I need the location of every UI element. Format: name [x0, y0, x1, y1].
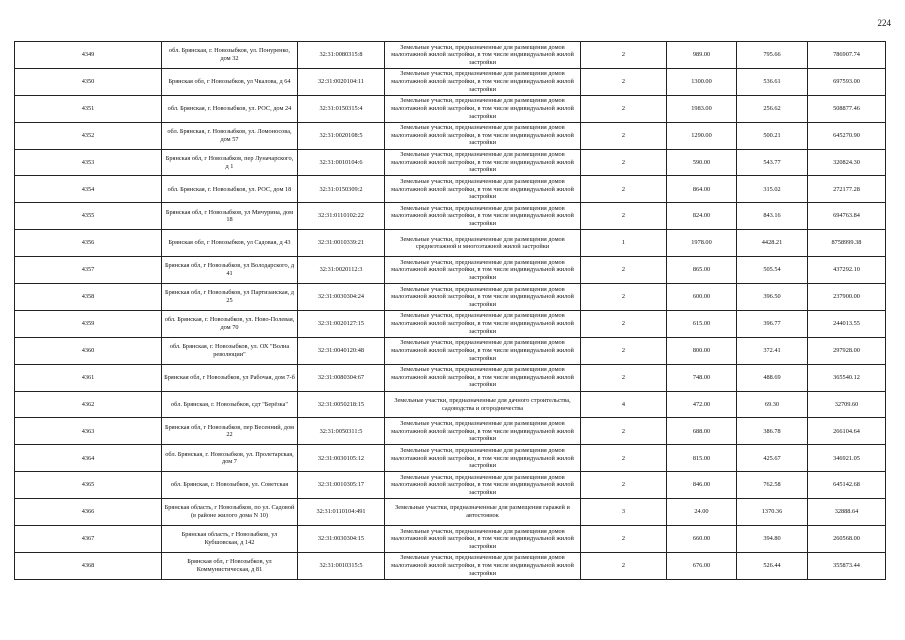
use-group: 2 [581, 176, 667, 203]
row-number: 4350 [15, 68, 162, 95]
row-number: 4352 [15, 122, 162, 149]
use-group: 2 [581, 526, 667, 553]
use-group: 1 [581, 230, 667, 257]
address: обл. Брянская, г. Новозыбков, сдт "Берёзка" [162, 391, 298, 418]
table-row [15, 526, 886, 553]
cadastral-value: 786907.74 [808, 42, 886, 69]
cadastral-number: 32:31:0030105:12 [298, 445, 385, 472]
table-row [15, 149, 886, 176]
row-number: 4349 [15, 42, 162, 69]
cadastral-number: 32:31:0020108:5 [298, 122, 385, 149]
specific-value: 386.78 [737, 418, 808, 445]
permitted-use: Земельные участки, предназначенные для размещения домов малоэтажной жилой застройки, в том числе индивидуальной жилой застройки [385, 418, 581, 445]
use-group: 2 [581, 68, 667, 95]
table-row [15, 552, 886, 579]
area: 24.00 [667, 499, 737, 526]
address: Брянская область, г Новозыбков, по ул. Садовой (в районе жилого дома N 10) [162, 499, 298, 526]
address: обл. Брянская, г. Новозыбков, ул. Понуренко, дом 32 [162, 42, 298, 69]
use-group: 2 [581, 445, 667, 472]
specific-value: 762.58 [737, 472, 808, 499]
table-row [15, 122, 886, 149]
row-number: 4356 [15, 230, 162, 257]
use-group: 2 [581, 284, 667, 311]
area: 600.00 [667, 284, 737, 311]
table-row [15, 42, 886, 69]
cadastral-value: 244013.55 [808, 310, 886, 337]
row-number: 4366 [15, 499, 162, 526]
row-number: 4363 [15, 418, 162, 445]
specific-value: 256.62 [737, 95, 808, 122]
cadastral-value: 32888.64 [808, 499, 886, 526]
area: 660.00 [667, 526, 737, 553]
specific-value: 394.80 [737, 526, 808, 553]
permitted-use: Земельные участки, предназначенные для размещения домов малоэтажной жилой застройки, в том числе индивидуальной жилой застройки [385, 552, 581, 579]
area: 989.00 [667, 42, 737, 69]
table-row [15, 284, 886, 311]
specific-value: 372.41 [737, 337, 808, 364]
row-number: 4351 [15, 95, 162, 122]
row-number: 4360 [15, 337, 162, 364]
permitted-use: Земельные участки, предназначенные для размещения домов малоэтажной жилой застройки, в том числе индивидуальной жилой застройки [385, 445, 581, 472]
area: 1290.00 [667, 122, 737, 149]
cadastral-number: 32:31:0010339:21 [298, 230, 385, 257]
cadastral-number: 32:31:0020127:15 [298, 310, 385, 337]
table-row [15, 203, 886, 230]
use-group: 4 [581, 391, 667, 418]
area: 1983.00 [667, 95, 737, 122]
cadastral-value: 697593.00 [808, 68, 886, 95]
permitted-use: Земельные участки, предназначенные для размещения домов малоэтажной жилой застройки, в том числе индивидуальной жилой застройки [385, 122, 581, 149]
area: 800.00 [667, 337, 737, 364]
area: 824.00 [667, 203, 737, 230]
area: 590.00 [667, 149, 737, 176]
cadastral-value: 237900.00 [808, 284, 886, 311]
area: 1978.00 [667, 230, 737, 257]
permitted-use: Земельные участки, предназначенные для размещения домов малоэтажной жилой застройки, в том числе индивидуальной жилой застройки [385, 257, 581, 284]
permitted-use: Земельные участки, предназначенные для размещения домов малоэтажной жилой застройки, в том числе индивидуальной жилой застройки [385, 310, 581, 337]
cadastral-number: 32:31:0150315:4 [298, 95, 385, 122]
table-row [15, 472, 886, 499]
cadastral-value: 266104.64 [808, 418, 886, 445]
specific-value: 1370.36 [737, 499, 808, 526]
permitted-use: Земельные участки, предназначенные для размещения гаражей и автостоянок [385, 499, 581, 526]
use-group: 2 [581, 418, 667, 445]
use-group: 2 [581, 149, 667, 176]
address: обл. Брянская, г. Новозыбков, ул. ОХ "Волна революции" [162, 337, 298, 364]
specific-value: 4428.21 [737, 230, 808, 257]
cadastral-number: 32:31:0080304:67 [298, 364, 385, 391]
table-row [15, 364, 886, 391]
cadastral-number: 32:31:0050218:15 [298, 391, 385, 418]
address: Брянская область, г Новозыбков, ул Кубшовская, д 142 [162, 526, 298, 553]
use-group: 3 [581, 499, 667, 526]
permitted-use: Земельные участки, предназначенные для размещения домов среднеэтажной и многоэтажной жилой застройки [385, 230, 581, 257]
table-row [15, 95, 886, 122]
area: 615.00 [667, 310, 737, 337]
address: Брянская обл, г Новозыбков, пер Луначарского, д 1 [162, 149, 298, 176]
specific-value: 843.16 [737, 203, 808, 230]
cadastral-value: 272177.28 [808, 176, 886, 203]
specific-value: 526.44 [737, 552, 808, 579]
cadastral-number: 32:31:0020112:3 [298, 257, 385, 284]
row-number: 4359 [15, 310, 162, 337]
permitted-use: Земельные участки, предназначенные для размещения домов малоэтажной жилой застройки, в том числе индивидуальной жилой застройки [385, 284, 581, 311]
cadastral-value: 320824.30 [808, 149, 886, 176]
specific-value: 543.77 [737, 149, 808, 176]
cadastral-value: 32709.60 [808, 391, 886, 418]
cadastral-number: 32:31:0110102:22 [298, 203, 385, 230]
use-group: 2 [581, 95, 667, 122]
permitted-use: Земельные участки, предназначенные для размещения домов малоэтажной жилой застройки, в том числе индивидуальной жилой застройки [385, 364, 581, 391]
cadastral-number: 32:31:0030304:24 [298, 284, 385, 311]
permitted-use: Земельные участки, предназначенные для размещения домов малоэтажной жилой застройки, в том числе индивидуальной жилой застройки [385, 472, 581, 499]
table-row [15, 68, 886, 95]
row-number: 4357 [15, 257, 162, 284]
specific-value: 396.77 [737, 310, 808, 337]
use-group: 2 [581, 552, 667, 579]
row-number: 4368 [15, 552, 162, 579]
row-number: 4365 [15, 472, 162, 499]
use-group: 2 [581, 122, 667, 149]
specific-value: 396.50 [737, 284, 808, 311]
page-number: 224 [877, 18, 891, 28]
specific-value: 500.21 [737, 122, 808, 149]
cadastral-value: 437292.10 [808, 257, 886, 284]
permitted-use: Земельные участки, предназначенные для размещения домов малоэтажной жилой застройки, в том числе индивидуальной жилой застройки [385, 68, 581, 95]
permitted-use: Земельные участки, предназначенные для размещения домов малоэтажной жилой застройки, в том числе индивидуальной жилой застройки [385, 42, 581, 69]
row-number: 4353 [15, 149, 162, 176]
permitted-use: Земельные участки, предназначенные для размещения домов малоэтажной жилой застройки, в том числе индивидуальной жилой застройки [385, 203, 581, 230]
table-row [15, 499, 886, 526]
table-row [15, 176, 886, 203]
table-row [15, 391, 886, 418]
table-row [15, 337, 886, 364]
area: 748.00 [667, 364, 737, 391]
table-row [15, 310, 886, 337]
use-group: 2 [581, 257, 667, 284]
use-group: 2 [581, 364, 667, 391]
area: 815.00 [667, 445, 737, 472]
area: 864.00 [667, 176, 737, 203]
cadastral-value: 355873.44 [808, 552, 886, 579]
row-number: 4361 [15, 364, 162, 391]
table-body [15, 42, 886, 580]
cadastral-number: 32:31:0030304:15 [298, 526, 385, 553]
cadastral-value: 297928.00 [808, 337, 886, 364]
use-group: 2 [581, 310, 667, 337]
table-row [15, 445, 886, 472]
area: 676.00 [667, 552, 737, 579]
address: Брянская обл, г Новозыбков, ул Партизанская, д 25 [162, 284, 298, 311]
row-number: 4354 [15, 176, 162, 203]
cadastral-number: 32:31:0150309:2 [298, 176, 385, 203]
cadastral-value: 645142.68 [808, 472, 886, 499]
address: Брянская обл, г Новозыбков, ул Рабочая, дом 7-б [162, 364, 298, 391]
cadastral-number: 32:31:0010104:6 [298, 149, 385, 176]
cadastral-value: 508877.46 [808, 95, 886, 122]
specific-value: 488.69 [737, 364, 808, 391]
row-number: 4358 [15, 284, 162, 311]
area: 1300.00 [667, 68, 737, 95]
address: обл. Брянская, г. Новозыбков, ул. Ново-Полевая, дом 70 [162, 310, 298, 337]
use-group: 2 [581, 337, 667, 364]
cadastral-number: 32:31:0010315:5 [298, 552, 385, 579]
address: обл. Брянская, г. Новозыбков, ул. РОС, дом 24 [162, 95, 298, 122]
specific-value: 69.30 [737, 391, 808, 418]
row-number: 4364 [15, 445, 162, 472]
specific-value: 505.54 [737, 257, 808, 284]
address: Брянская обл, г Новозыбков, ул Володарского, д 41 [162, 257, 298, 284]
row-number: 4362 [15, 391, 162, 418]
cadastral-number: 32:31:0050311:5 [298, 418, 385, 445]
cadastral-value: 694763.84 [808, 203, 886, 230]
address: обл. Брянская, г. Новозыбков, ул. Советская [162, 472, 298, 499]
use-group: 2 [581, 203, 667, 230]
cadastral-value: 365540.12 [808, 364, 886, 391]
address: Брянская обл, г Новозыбков, ул Садовая, д 43 [162, 230, 298, 257]
permitted-use: Земельные участки, предназначенные для размещения домов малоэтажной жилой застройки, в том числе индивидуальной жилой застройки [385, 95, 581, 122]
area: 688.00 [667, 418, 737, 445]
specific-value: 425.67 [737, 445, 808, 472]
table-row [15, 230, 886, 257]
permitted-use: Земельные участки, предназначенные для размещения домов малоэтажной жилой застройки, в том числе индивидуальной жилой застройки [385, 337, 581, 364]
address: обл. Брянская, г. Новозыбков, ул. Пролетарская, дом 7 [162, 445, 298, 472]
cadastral-value: 8758999.38 [808, 230, 886, 257]
permitted-use: Земельные участки, предназначенные для размещения домов малоэтажной жилой застройки, в том числе индивидуальной жилой застройки [385, 176, 581, 203]
use-group: 2 [581, 472, 667, 499]
cadastral-number: 32:31:0010305:17 [298, 472, 385, 499]
permitted-use: Земельные участки, предназначенные для размещения домов малоэтажной жилой застройки, в том числе индивидуальной жилой застройки [385, 526, 581, 553]
area: 865.00 [667, 257, 737, 284]
permitted-use: Земельные участки, предназначенные для дачного строительства, садоводства и огородничества [385, 391, 581, 418]
cadastral-number: 32:31:0110104:491 [298, 499, 385, 526]
cadastral-number: 32:31:0040120:48 [298, 337, 385, 364]
specific-value: 315.02 [737, 176, 808, 203]
cadastral-value: 346921.05 [808, 445, 886, 472]
address: Брянская обл, г Новозыбков, пер Весенний, дом 22 [162, 418, 298, 445]
row-number: 4367 [15, 526, 162, 553]
address: Брянская обл, г Новозыбков, ул Коммунистическая, д 81 [162, 552, 298, 579]
address: обл. Брянская, г. Новозыбков, ул. Ломоносова, дом 57 [162, 122, 298, 149]
use-group: 2 [581, 42, 667, 69]
table-row [15, 418, 886, 445]
area: 846.00 [667, 472, 737, 499]
specific-value: 795.66 [737, 42, 808, 69]
address: Брянская обл, г Новозыбков, ул Чкалова, д 64 [162, 68, 298, 95]
specific-value: 536.61 [737, 68, 808, 95]
table-row [15, 257, 886, 284]
address: Брянская обл, г Новозыбков, ул Мичурина, дом 18 [162, 203, 298, 230]
cadastral-number: 32:31:0020104:11 [298, 68, 385, 95]
row-number: 4355 [15, 203, 162, 230]
cadastral-value: 260568.00 [808, 526, 886, 553]
cadastral-value: 645270.90 [808, 122, 886, 149]
permitted-use: Земельные участки, предназначенные для размещения домов малоэтажной жилой застройки, в том числе индивидуальной жилой застройки [385, 149, 581, 176]
cadastral-number: 32:31:0080315:8 [298, 42, 385, 69]
address: обл. Брянская, г. Новозыбков, ул. РОС, дом 18 [162, 176, 298, 203]
cadastral-value-table [14, 41, 886, 580]
area: 472.00 [667, 391, 737, 418]
